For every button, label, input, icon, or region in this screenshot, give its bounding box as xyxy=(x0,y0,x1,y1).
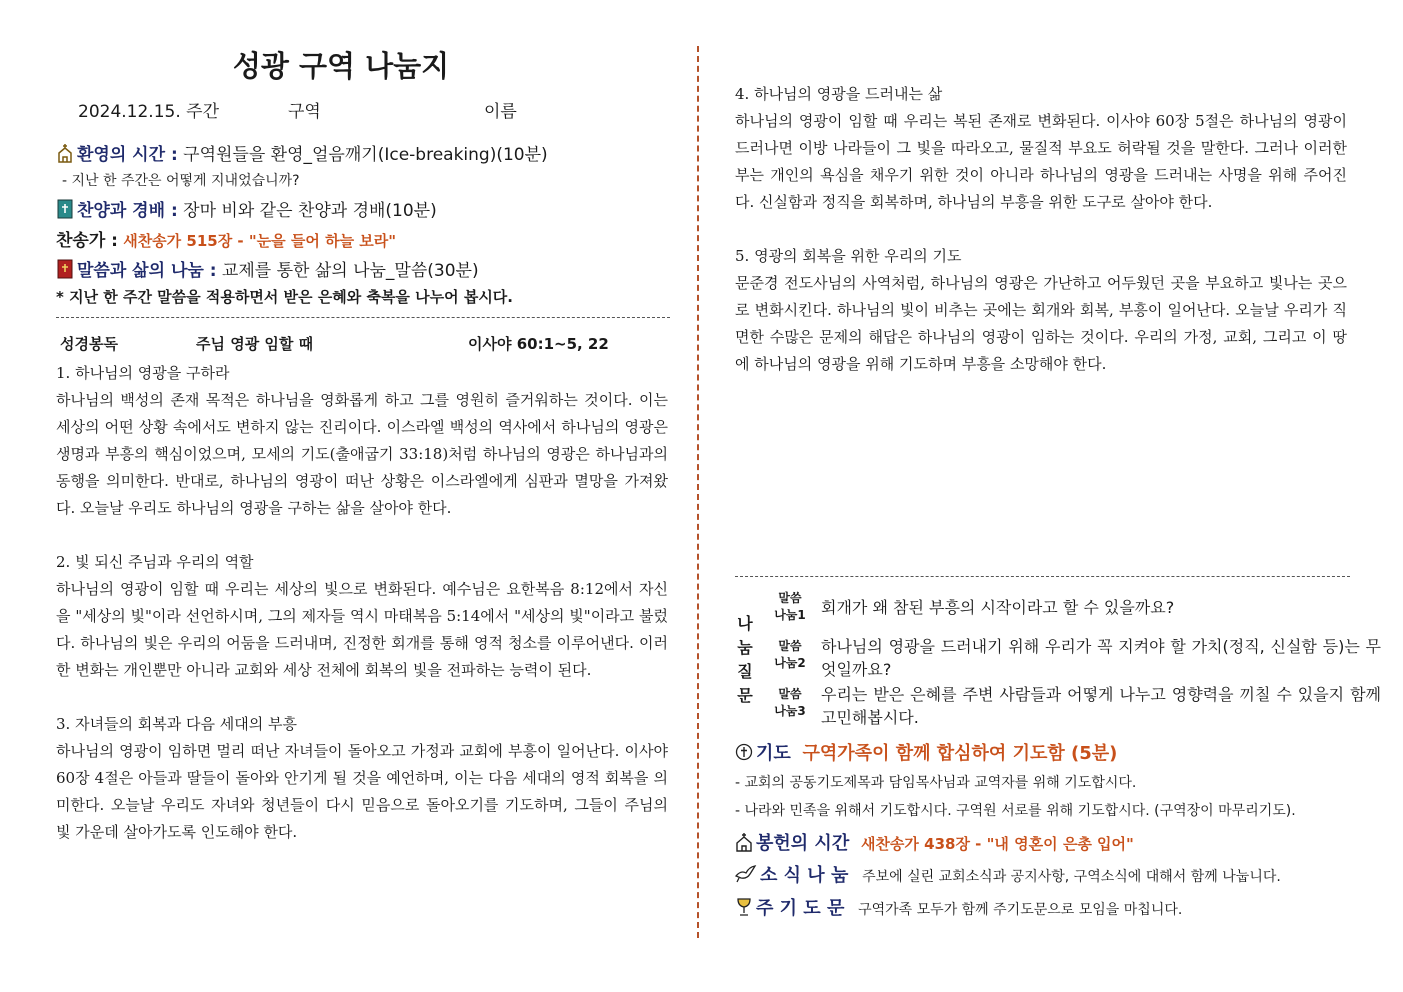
prayer-row xyxy=(735,739,1117,765)
divider-line-2 xyxy=(735,576,1350,577)
prayer-line-1: - 교회의 공동기도제목과 담임목사님과 교역자를 위해 기도합시다. xyxy=(735,775,1137,791)
label-top: 말씀 xyxy=(778,639,802,653)
hymnbook-icon xyxy=(56,199,74,219)
welcome-row xyxy=(56,140,548,165)
bible-icon xyxy=(56,259,74,279)
side-char: 나 xyxy=(737,614,753,633)
section-3-text: 하나님의 영광이 임하면 멀리 떠난 자녀들이 돌아오고 가정과 교회에 부흥이 일어난다. 이사야 60장 4절은 아들과 딸들이 돌아와 안기게 될 것을 예언하며, 이는 다음 세대의 영적 회복을 의미한다. 오늘날 우리도 자녀와 청년들이 다시 믿음으로 돌아오기를 기도하며, 그들이 주님의 빛 가운데 살아가도록 인도해야 한다. xyxy=(56,742,668,841)
side-char: 눔 xyxy=(737,638,753,657)
section-1-heading: 1. 하나님의 영광을 구하라 xyxy=(56,364,230,382)
welcome-text: 구역원들을 환영_얼음깨기(Ice-breaking)(10분) xyxy=(177,145,548,165)
lords-prayer-label: 주 기 도 문 xyxy=(756,898,845,919)
reading-ref: 이사야 60:1~5, 22 xyxy=(468,335,609,353)
meta-district: 구역 xyxy=(288,102,321,122)
side-char: 문 xyxy=(737,686,753,705)
hymn-text: 새찬송가 515장 - "눈을 들어 하늘 보라" xyxy=(117,232,397,250)
question-3-text: 우리는 받은 은혜를 주변 사람들과 어떻게 나누고 영향력을 끼칠 수 있을지 함께 고민해봅시다. xyxy=(821,685,1381,727)
question-2-label xyxy=(765,638,815,672)
offering-label: 봉헌의 시간 xyxy=(756,833,850,854)
dove-icon xyxy=(735,864,757,884)
section-4-heading: 4. 하나님의 영광을 드러내는 삶 xyxy=(735,85,943,103)
prayer-line-2: - 나라와 민족을 위해서 기도합시다. 구역원 서로를 위해 기도합시다. (구역장이 마무리기도). xyxy=(735,803,1296,819)
offering-row xyxy=(735,829,1134,855)
welcome-label: 환영의 시간 : xyxy=(77,145,178,165)
section-5-heading: 5. 영광의 회복을 위한 우리의 기도 xyxy=(735,247,962,265)
question-1-text: 회개가 왜 참된 부흥의 시작이라고 할 수 있을까요? xyxy=(821,598,1175,617)
news-text: 주보에 실린 교회소식과 공지사항, 구역소식에 대해서 함께 나눕니다. xyxy=(862,869,1281,885)
welcome-sub: - 지난 한 주간은 어떻게 지내었습니까? xyxy=(62,173,300,189)
sermon-right xyxy=(735,81,1347,378)
question-3-label xyxy=(765,686,815,720)
lords-prayer-row xyxy=(735,894,1182,920)
word-text: 교제를 통한 삶의 나눔_말씀(30분) xyxy=(216,261,479,281)
side-char: 질 xyxy=(737,662,753,681)
label-bottom: 나눔2 xyxy=(774,656,806,670)
praise-label: 찬양과 경배 : xyxy=(77,201,178,221)
reading-label: 성경봉독 xyxy=(60,335,118,353)
praise-text: 장마 비와 같은 찬양과 경배(10분) xyxy=(177,201,437,221)
question-2-text: 하나님의 영광을 드러내기 위해 우리가 꼭 지켜야 할 가치(정직, 신실함 등)는 무엇일까요? xyxy=(821,637,1381,679)
lords-prayer-text: 구역가족 모두가 함께 주기도문으로 모임을 마칩니다. xyxy=(858,902,1183,918)
label-top: 말씀 xyxy=(778,591,802,605)
hymn-label: 찬송가 : xyxy=(56,231,118,251)
divider-line xyxy=(56,317,670,318)
church-icon xyxy=(56,143,74,163)
offering-church-icon xyxy=(735,832,753,852)
offering-text: 새찬송가 438장 - "내 영혼이 은총 입어" xyxy=(860,835,1134,853)
section-5-text: 문준경 전도사님의 사역처럼, 하나님의 영광은 가난하고 어두웠던 곳을 부요하고 빛나는 곳으로 변화시킨다. 하나님의 빛이 비추는 곳에는 회개와 회복, 부흥이 일어난다. 오늘날 우리가 직면한 수많은 문제의 해답은 하나님의 영광이 임하는 것이다. 우리의 가정, 교회, 그리고 이 땅에 하나님의 영광을 위해 기도하며 부흥을 소망해야 한다. xyxy=(735,274,1347,373)
page-title: 성광 구역 나눔지 xyxy=(232,49,450,83)
section-2-text: 하나님의 영광이 임할 때 우리는 세상의 빛으로 변화된다. 예수님은 요한복음 8:12에서 자신을 "세상의 빛"이라 선언하시며, 그의 제자들 역시 마태복음 5:14에서 "세상의 빛"이라고 불렀다. 하나님의 빛은 우리의 어둠을 드러내며, 진정한 회개를 통해 영적 청소를 이루어낸다. 이러한 변화는 개인뿐만 아니라 교회와 세상 전체에 회복의 빛을 전파하는 능력이 된다. xyxy=(56,580,668,679)
section-2-heading: 2. 빛 되신 주님과 우리의 역할 xyxy=(56,553,254,571)
questions-side-label xyxy=(735,612,755,708)
prayer-label: 기도 xyxy=(756,743,791,764)
hymn-row xyxy=(56,226,396,251)
praise-row xyxy=(56,196,437,221)
label-bottom: 나눔3 xyxy=(774,704,806,718)
cross-circle-icon xyxy=(735,742,753,762)
section-1-text: 하나님의 백성의 존재 목적은 하나님을 영화롭게 하고 그를 영원히 즐거워하는 것이다. 이는 세상의 어떤 상황 속에서도 변하지 않는 진리이다. 이스라엘 백성의 역사에서 하나님의 영광은 생명과 부흥의 핵심이었으며, 모세의 기도(출애굽기 33:18)처럼 하나님의 영광은 하나님과의 동행을 의미한다. 반대로, 하나님의 영광이 떠난 상황은 이스라엘에게 심판과 멸망을 가져왔다. 오늘날 우리도 하나님의 영광을 구하는 삶을 살아야 한다. xyxy=(56,391,668,517)
news-row xyxy=(735,861,1281,887)
news-label: 소 식 나 눔 xyxy=(760,865,849,886)
word-label: 말씀과 삶의 나눔 : xyxy=(77,261,217,281)
sermon-left xyxy=(56,360,668,846)
section-3-heading: 3. 자녀들의 회복과 다음 세대의 부흥 xyxy=(56,715,298,733)
reading-title: 주님 영광 임할 때 xyxy=(196,335,314,353)
section-4-text: 하나님의 영광이 임할 때 우리는 복된 존재로 변화된다. 이사야 60장 5절은 하나님의 영광이 드러나면 이방 나라들이 그 빛을 따라오고, 물질적 부요도 허락될 것을 말한다. 그러나 이러한 부는 개인의 욕심을 채우기 위한 것이 아니라 하나님의 영광을 드러내는 사명을 위해 주어진다. 신실함과 정직을 회복하며, 하나님의 부흥을 위한 도구로 살아야 한다. xyxy=(735,112,1347,211)
question-1-label xyxy=(765,590,815,624)
column-divider xyxy=(697,46,699,938)
word-row xyxy=(56,256,479,281)
meta-name: 이름 xyxy=(484,102,517,122)
label-bottom: 나눔1 xyxy=(774,608,806,622)
meta-date: 2024.12.15. 주간 xyxy=(78,102,219,122)
word-note: * 지난 한 주간 말씀을 적용하면서 받은 은혜와 축복을 나누어 봅시다. xyxy=(56,288,513,306)
prayer-text: 구역가족이 함께 합심하여 기도함 (5분) xyxy=(802,743,1118,764)
label-top: 말씀 xyxy=(778,687,802,701)
chalice-icon xyxy=(735,897,753,917)
